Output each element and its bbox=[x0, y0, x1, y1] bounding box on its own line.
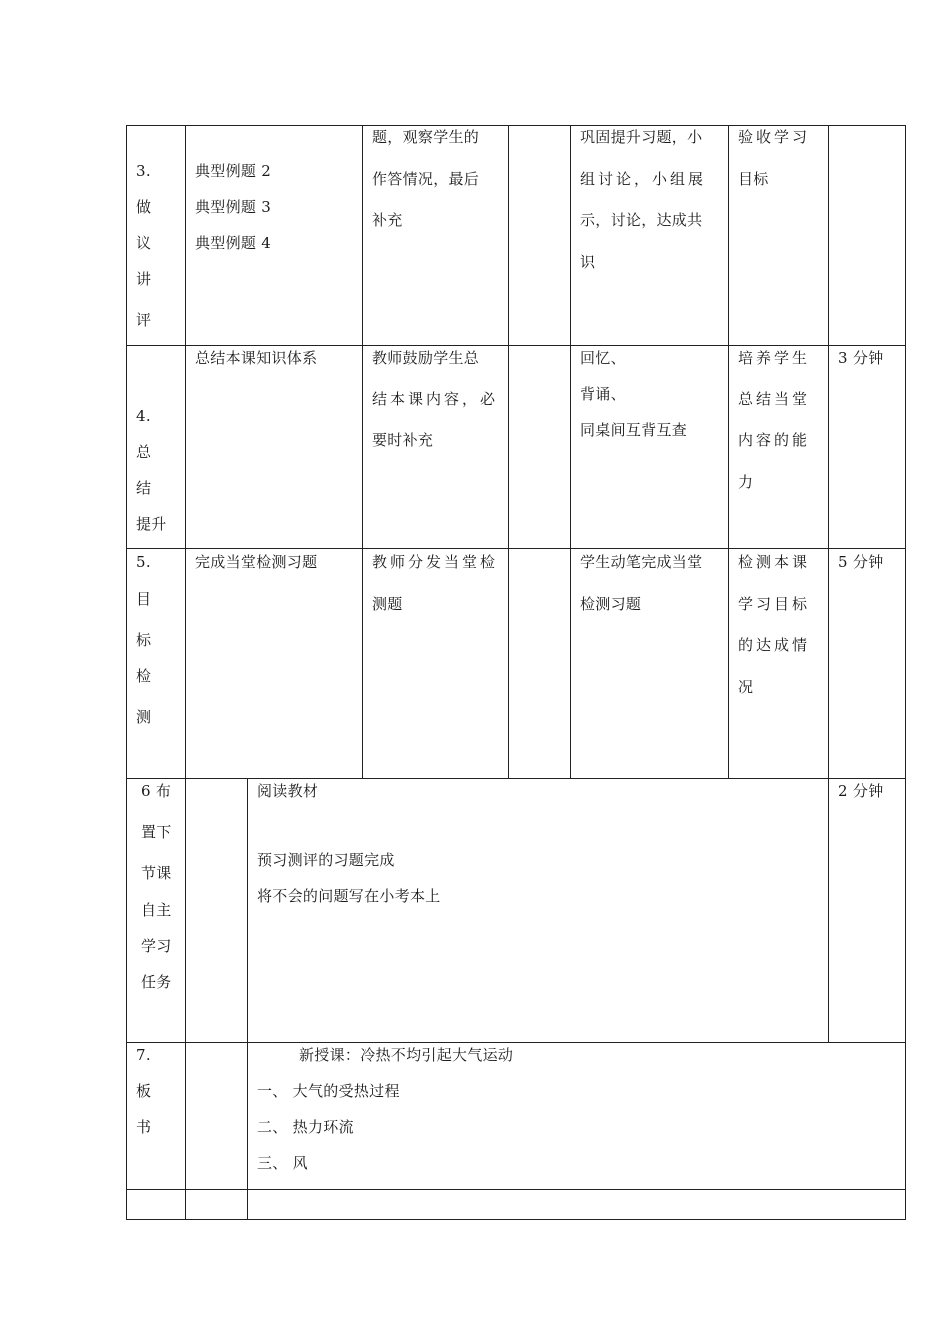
row3-stage-cell: 讲 bbox=[136, 270, 152, 288]
row3-content-cell: 典型例题 2 bbox=[195, 162, 272, 180]
row3-student-cell: 组讨论，小组展 bbox=[580, 170, 707, 188]
row5-stage-cell: 5. bbox=[136, 553, 151, 571]
row-divider bbox=[126, 778, 906, 779]
row4-stage-cell: 提升 bbox=[136, 515, 167, 533]
row4-time-cell: 3 分钟 bbox=[838, 349, 884, 367]
row6-time-cell: 2 分钟 bbox=[838, 782, 884, 800]
row4-goal-cell: 培养学生 bbox=[738, 349, 811, 367]
row3-content-cell: 典型例题 3 bbox=[195, 198, 272, 216]
row4-stage-cell: 总 bbox=[136, 443, 152, 461]
column-divider bbox=[185, 125, 186, 1220]
table-border-left bbox=[126, 125, 127, 1220]
table-border-top bbox=[126, 125, 906, 126]
row5-goal-cell: 的达成情 bbox=[738, 636, 811, 654]
row-divider bbox=[126, 345, 906, 346]
row4-content-cell: 总结本课知识体系 bbox=[195, 349, 318, 367]
row3-stage-cell: 做 bbox=[136, 198, 152, 216]
row3-stage-cell: 3. bbox=[136, 162, 151, 180]
row6-stage-cell: 节课 bbox=[141, 864, 172, 882]
row4-student-cell: 回忆、 bbox=[580, 349, 626, 367]
row3-content-cell: 典型例题 4 bbox=[195, 234, 272, 252]
row3-stage-cell: 议 bbox=[136, 234, 152, 252]
row6-stage-cell: 自主 bbox=[141, 901, 172, 919]
column-divider bbox=[728, 125, 729, 779]
row4-teacher-cell: 教师鼓励学生总 bbox=[372, 349, 480, 367]
row7-stage-cell: 板 bbox=[136, 1082, 152, 1100]
row5-goal-cell: 况 bbox=[738, 678, 754, 696]
column-divider bbox=[570, 125, 571, 779]
row5-teacher-cell: 教师分发当堂检 bbox=[372, 553, 499, 571]
row3-goal-cell: 目标 bbox=[738, 170, 769, 188]
row5-stage-cell: 目 bbox=[136, 590, 152, 608]
column-divider bbox=[828, 125, 829, 1043]
row4-student-cell: 同桌间互背互查 bbox=[580, 421, 688, 439]
row3-stage-cell: 评 bbox=[136, 311, 152, 329]
row6-stage-cell: 学习 bbox=[141, 937, 172, 955]
row5-stage-cell: 检 bbox=[136, 667, 152, 685]
blackboard-title: 新授课：冷热不均引起大气运动 bbox=[299, 1046, 514, 1064]
column-divider bbox=[508, 125, 509, 779]
row4-goal-cell: 内容的能 bbox=[738, 431, 811, 449]
row4-teacher-cell: 结本课内容，必 bbox=[372, 390, 499, 408]
row3-student-cell: 巩固提升习题，小 bbox=[580, 128, 703, 146]
column-divider bbox=[362, 125, 363, 779]
row5-student-cell: 学生动笔完成当堂 bbox=[580, 553, 703, 571]
row3-student-cell: 示，讨论，达成共 bbox=[580, 211, 703, 229]
row3-teacher-cell: 题，观察学生的 bbox=[372, 128, 480, 146]
column-divider bbox=[247, 778, 248, 1220]
row7-stage-cell: 7. bbox=[136, 1046, 151, 1064]
row4-teacher-cell: 要时补充 bbox=[372, 431, 434, 449]
row5-student-cell: 检测习题 bbox=[580, 595, 642, 613]
row-divider bbox=[126, 1189, 906, 1190]
row6-content-cell: 将不会的问题写在小考本上 bbox=[257, 887, 441, 905]
row-divider bbox=[126, 1042, 906, 1043]
row4-stage-cell: 4. bbox=[136, 407, 151, 425]
row3-teacher-cell: 补充 bbox=[372, 211, 403, 229]
row6-content-cell: 阅读教材 bbox=[257, 782, 319, 800]
row5-content-cell: 完成当堂检测习题 bbox=[195, 553, 318, 571]
row6-stage-cell: 任务 bbox=[141, 973, 172, 991]
row6-stage-cell: 置下 bbox=[141, 823, 172, 841]
row5-goal-cell: 学习目标 bbox=[738, 595, 811, 613]
row5-teacher-cell: 测题 bbox=[372, 595, 403, 613]
blackboard-item: 三、 风 bbox=[257, 1154, 308, 1172]
row4-stage-cell: 结 bbox=[136, 479, 152, 497]
row3-student-cell: 识 bbox=[580, 253, 596, 271]
row5-stage-cell: 测 bbox=[136, 708, 152, 726]
row6-stage-cell: 6 布 bbox=[141, 782, 172, 800]
row5-stage-cell: 标 bbox=[136, 631, 152, 649]
row5-time-cell: 5 分钟 bbox=[838, 553, 884, 571]
row4-student-cell: 背诵、 bbox=[580, 385, 626, 403]
blackboard-item: 二、 热力环流 bbox=[257, 1118, 354, 1136]
row3-goal-cell: 验收学习 bbox=[738, 128, 811, 146]
blackboard-item: 一、 大气的受热过程 bbox=[257, 1082, 400, 1100]
row4-goal-cell: 力 bbox=[738, 473, 754, 491]
table-border-bottom bbox=[126, 1219, 906, 1220]
row7-stage-cell: 书 bbox=[136, 1118, 152, 1136]
row5-goal-cell: 检测本课 bbox=[738, 553, 811, 571]
row-divider bbox=[126, 548, 906, 549]
row4-goal-cell: 总结当堂 bbox=[738, 390, 811, 408]
row3-teacher-cell: 作答情况，最后 bbox=[372, 170, 480, 188]
table-border-right bbox=[905, 125, 906, 1220]
row6-content-cell: 预习测评的习题完成 bbox=[257, 851, 395, 869]
